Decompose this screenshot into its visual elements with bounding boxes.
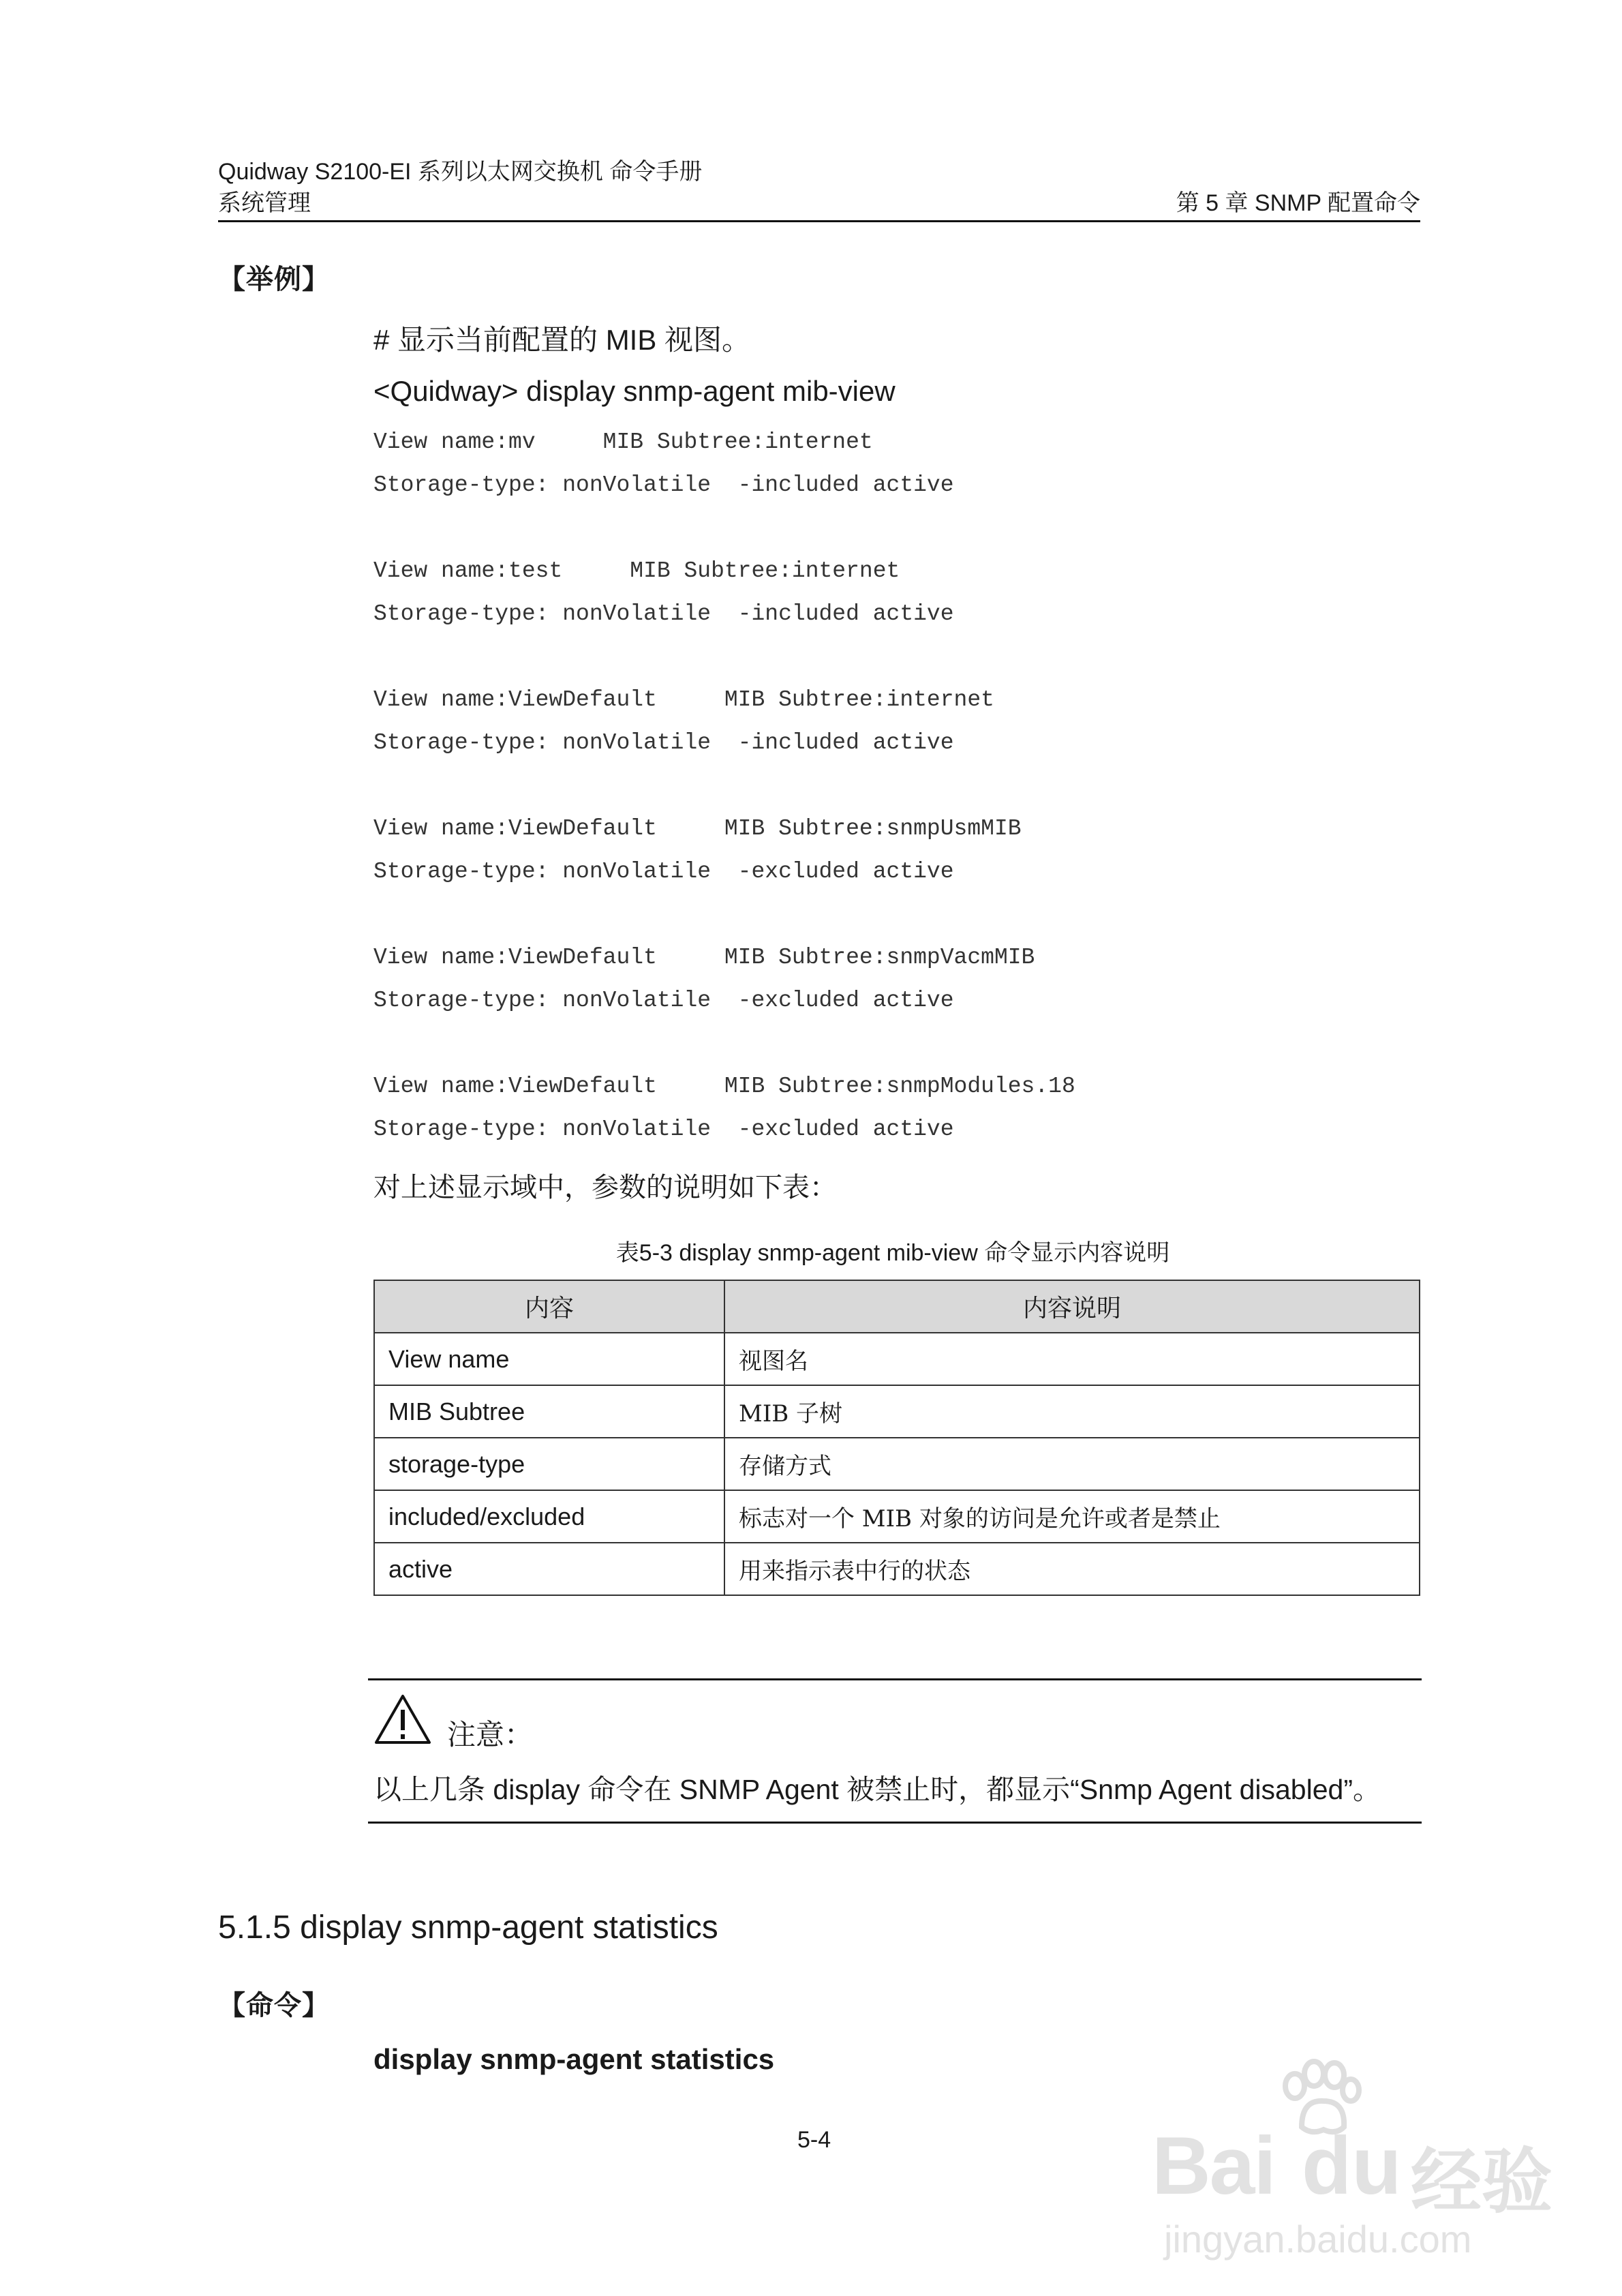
output-line: View name:ViewDefault MIB Subtree:snmpUsmMIB bbox=[373, 816, 1022, 841]
output-line bbox=[373, 515, 1075, 558]
table-cell: MIB Subtree bbox=[374, 1385, 724, 1438]
example-label: 【举例】 bbox=[218, 265, 330, 294]
table-row bbox=[374, 1385, 1420, 1438]
example-description: # 显示当前配置的 MIB 视图。 bbox=[373, 324, 751, 356]
table-cell: 标志对一个 MIB 对象的访问是允许或者是禁止 bbox=[724, 1490, 1420, 1543]
note-title: 注意： bbox=[447, 1719, 534, 1751]
table-caption: 表5-3 display snmp-agent mib-view 命令显示内容说明 bbox=[615, 1240, 1170, 1266]
table-cell: included/excluded bbox=[374, 1490, 724, 1543]
command-label: 【命令】 bbox=[218, 1991, 330, 2021]
table-cell: 用来指示表中行的状态 bbox=[724, 1543, 1420, 1595]
command-syntax: display snmp-agent statistics bbox=[373, 2043, 775, 2075]
description-table bbox=[373, 1280, 1420, 1596]
table-cell: active bbox=[374, 1543, 724, 1595]
output-line: Storage-type: nonVolatile -excluded active bbox=[373, 988, 954, 1013]
output-line: Storage-type: nonVolatile -included active bbox=[373, 472, 954, 498]
table-cell: View name bbox=[374, 1333, 724, 1385]
table-cell: MIB 子树 bbox=[724, 1385, 1420, 1438]
header-chapter: 第 5 章 SNMP 配置命令 bbox=[1176, 190, 1420, 216]
table-intro: 对上述显示域中，参数的说明如下表： bbox=[373, 1172, 837, 1203]
watermark-brand: Bai bbox=[1152, 2120, 1275, 2211]
example-command: <Quidway> display snmp-agent mib-view bbox=[373, 375, 896, 407]
output-line: Storage-type: nonVolatile -excluded active bbox=[373, 1117, 954, 1142]
output-line bbox=[373, 1031, 1075, 1074]
table-header-cell: 内容 bbox=[374, 1280, 724, 1333]
table-row bbox=[374, 1438, 1420, 1490]
table-cell: storage-type bbox=[374, 1438, 724, 1490]
header-rule bbox=[218, 220, 1420, 222]
watermark-url: jingyan.baidu.com bbox=[1164, 2218, 1472, 2261]
output-line: View name:mv MIB Subtree:internet bbox=[373, 429, 873, 455]
output-line bbox=[373, 644, 1075, 687]
command-output bbox=[373, 429, 1075, 1160]
table-header-cell: 内容说明 bbox=[724, 1280, 1420, 1333]
header-title: Quidway S2100-EI 系列以太网交换机 命令手册 bbox=[218, 159, 703, 185]
table-row bbox=[374, 1333, 1420, 1385]
output-line: View name:ViewDefault MIB Subtree:snmpVacmMIB bbox=[373, 945, 1035, 970]
watermark-brand-du: du bbox=[1302, 2120, 1402, 2211]
table-cell: 存储方式 bbox=[724, 1438, 1420, 1490]
output-line: View name:ViewDefault MIB Subtree:snmpModules.18 bbox=[373, 1074, 1075, 1099]
output-line bbox=[373, 773, 1075, 816]
table-row bbox=[374, 1543, 1420, 1595]
table-row bbox=[374, 1490, 1420, 1543]
note-text: 以上几条 display 命令在 SNMP Agent 被禁止时，都显示“Snmp Agent disabled”。 bbox=[373, 1774, 1381, 1805]
warning-icon bbox=[373, 1693, 432, 1745]
baidu-watermark bbox=[1152, 2059, 1588, 2263]
output-line: View name:ViewDefault MIB Subtree:internet bbox=[373, 687, 994, 712]
output-line: Storage-type: nonVolatile -included active bbox=[373, 730, 954, 755]
output-line bbox=[373, 902, 1075, 945]
table-header-row bbox=[374, 1280, 1420, 1333]
header-subtitle: 系统管理 bbox=[218, 190, 311, 216]
output-line: Storage-type: nonVolatile -excluded active bbox=[373, 859, 954, 884]
output-line: View name:test MIB Subtree:internet bbox=[373, 558, 900, 584]
table-cell: 视图名 bbox=[724, 1333, 1420, 1385]
output-line: Storage-type: nonVolatile -included active bbox=[373, 601, 954, 626]
note-bottom-rule bbox=[368, 1822, 1422, 1824]
page-number: 5-4 bbox=[797, 2127, 831, 2153]
section-heading: 5.1.5 display snmp-agent statistics bbox=[218, 1909, 718, 1946]
watermark-cn: 经验 bbox=[1411, 2140, 1553, 2223]
note-top-rule bbox=[368, 1678, 1422, 1680]
